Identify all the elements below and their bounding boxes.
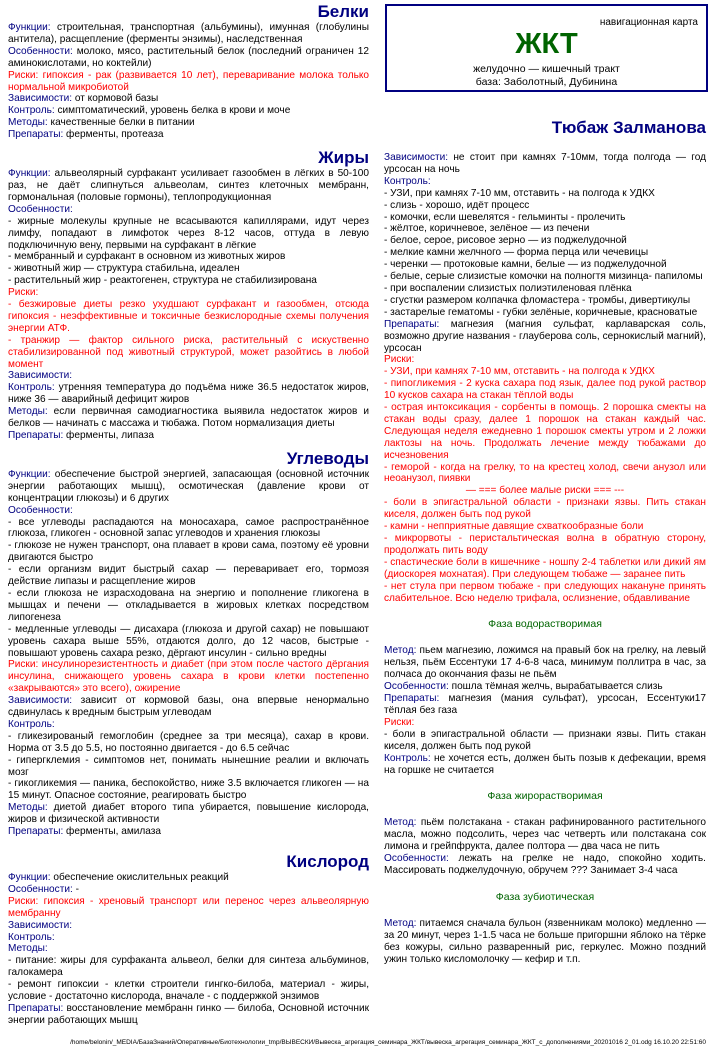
preps-label: Препараты: [8,430,64,441]
list-item: - белые, серые слизистые комочки на полногтя мизинца- папиломы [384,271,703,283]
list-item: - жирные молекулы крупные не всасываются капиллярами, идут через лимфу, попадают в лимфоток через 8-12 часов, оттуда в левую подключичную вену, первыми на сурфакант в лёгкие [8,215,369,251]
preps-text: ферменты, протеаза [63,129,164,141]
deps-label: Зависимости: [8,695,73,707]
nav-subtitle: желудочно — кишечный тракт [473,63,620,75]
features-label: Особенности: [384,853,449,865]
list-item: - черенки — протоковые камни, белые — из поджелудочной [384,259,667,271]
methods-label: Методы: [8,406,48,418]
section-carbs [8,449,369,838]
left-column [8,0,369,1027]
functions-label: Функции: [8,872,51,883]
section-exit-phase [384,891,706,966]
list-item: - мелкие камни желчного — форма перца или чечевицы [384,247,649,259]
functions-text: строительная, транспортная (альбумины), имунная (глобулины антитела), расщепление (ферменты энзимы), наследственная [8,22,369,45]
control-text: утренняя температура до подъёма ниже 36.5 недостаток жиров, ниже 36 — аварийный дефицит жиров [8,382,369,406]
preps-text: ферменты, амилаза [63,826,162,838]
risk-item: - пипогликемия - 2 куска сахара под язык, далее под рукой раствор 10 кусков сахара на стакан тёплой воды [384,378,706,402]
list-item: - гикогликемия — паника, беспокойство, ниже 3.5 включается гликоген — на 15 минут. Опасное состояние, реагировать быстро [8,778,369,802]
list-item: - застарелые гематомы - губки зелёные, коричневые, красноватые [384,306,698,318]
method-label: Метод: [384,917,417,929]
section-title: Кислород [286,852,369,871]
features-label: Особенности: [8,203,73,215]
preps-label: Препараты: [384,318,440,330]
list-item: - если глюкоза не израсходована на энергию и пополнение гликогена в мышцах и печени — откладывается в жировых клетках посредством липогенеза [8,587,369,623]
list-item: - гипергклемия - симптомов нет, понимать нынешние реалии и включать мозг [8,754,369,778]
phase-title: Фаза зубиотическая [495,890,595,903]
nav-title: ЖКТ [515,28,578,60]
functions-text: обеспечение быстрой энергией, запасающая (основной источник энергии работающих мышц), осмотическая (давление крови от концентрации глюкозы) и 6 других [8,468,369,504]
risks-label: Риски: [384,716,415,728]
section-title: Тюбаж Залманова [551,118,706,137]
section-oxygen [8,852,369,1027]
risk-item: - острая интоксикация - сорбенты в помощь. 2 порошка смекты на стакан воды сразу, далее 1 порошок на стакан каждый час. Следующая неделя ежедневно 1 порошок смекты утром и 2 ложки лактозы на ночь. Продолжать лечение между тюбажами до исчезновения [384,402,706,461]
file-path-footer: /home/belonin/_MEDIA/БазаЗнаний/Оперативные/Биотехнологии_tmp/ВЫВЕСКИ/Вывеска_агрегация_семинара_ЖКТ/вывеска_агрегация_семинара_ЖКТ_с_дополнениями_20201016 2_01.odg 16.10.20 22:51:60 [70,1039,706,1046]
control-label: Контроль: [8,931,55,943]
minor-risks-divider: — === более малые риски === --- [465,485,625,497]
deps-label: Зависимости: [8,919,73,931]
list-item: - все углеводы распадаются на моносахара, самое распространённое глюкоза, гликоген - основной запас углеводов и хранения глюкозы [8,516,369,540]
risk-item: - нет стула при первом тюбаже - при следующих накануне принять слабительное. Всю неделю трифала, ослизнение, обдавливание [384,580,706,604]
method-label: Метод: [384,817,417,829]
preps-text: магнезия (магния сульфат, карлаварская соль, возможно другие названия - глауберова соль, сернокислый магний), урсосан [384,318,706,354]
control-label: Контроль: [8,105,55,117]
list-item: - при воспалении слизистых полиэтиленовая плёнка [384,282,632,294]
list-item: - жёлтое, коричневое, зелёное — из печени [384,223,590,235]
control-label: Контроль: [8,382,55,394]
risk-item: - боли в эпигастральной области — признаки язвы. Пить стакан киселя, должен быть под рукой [384,728,706,752]
nav-base: база: Заболотный, Дубинина [475,76,618,88]
section-title: Белки [317,2,369,21]
right-column [384,118,706,966]
risk-item: - безжировые диеты резко ухудшают сурфакант и газообмен, отсюда гипоксия - неэффективные и токсичные безкислородные схемы получения энергии АТФ. [8,299,369,334]
methods-label: Методы: [8,943,48,955]
risks-text: Риски: инсулинорезистентность и диабет (при этом после частого дёргания инсулина, снижающего уровень сахара в крови клетки постепенно «закрываются» это всего), ожирение [8,659,369,695]
list-item: - ремонт гипоксии - клетки строители гингко-билоба, материал - жиры, условие - достаточно кислорода, вначале - с поддержкой энзимов [8,979,369,1003]
risk-item: - камни - непприятные давящие схваткообразные боли [384,521,644,533]
list-item: - гликезированый гемоглобин (среднее за три месяца), сахар в крови. Норма от 3.5 до 5.5, но постоянно двигается - до 6.5 сейчас [8,730,369,754]
method-label: Метод: [384,645,417,657]
list-item: - животный жир — структура стабильна, идеален [8,263,240,275]
method-text: пьем магнезию, ложимся на правый бок на грелку, на левый нельзя, пьём Ессентуки 17 4-6-8 часа, минимум поллитра в час, за полчаса до окончания фазы не пьём [384,645,706,681]
methods-text: диетой диабет второго типа убирается, повышение кислорода, жиров и физической активности [8,802,369,826]
risks-label: Риски: [384,354,415,366]
risk-item: - боли в эпигастральной области - признаки язвы. Пить стакан киселя, должен быть под рукой [384,497,706,521]
section-fat-phase [384,790,706,877]
list-item: - медленные углеводы — дисахара (глюкоза и другой сахар) не повышают уровень сахара выше 55%, отдаются долго, до 12 часов, быстрые - повышают уровень сахара резко, дёргают инсулин - сильно вредны [8,623,369,659]
risk-item: - геморой - когда на грелку, то на крестец холод, свечи анузол или неоанузол, пиявки [384,461,706,485]
list-item: - УЗИ, при камнях 7-10 мм, отставить - на полгода к УДКХ [384,187,655,199]
list-item: - питание: жиры для сурфаканта альвеол, белки для синтеза альбуминов, галокамера [8,955,369,979]
features-label: Особенности: [8,504,73,516]
control-text: симптоматический, уровень белка в крови и моче [54,105,291,117]
functions-label: Функции: [8,168,51,180]
list-item: - слизь - хорошо, идёт процесс [384,199,530,211]
control-label: Контроль: [8,718,55,730]
features-label: Особенности: [384,681,449,693]
method-text: питаемся сначала бульон (язвенникам молоко) медленно — за 20 минут, через 1-1.5 часа не больше пригоршни яблоко на тёрке без кожуры, сильно разваренный рис, геркулес. Можно поздний ужин только кисломолочку — кефир и т.п. [384,917,706,965]
features-label: Особенности: [8,883,73,895]
risk-item: - микрорвоты - перистальтическая волна в обратную сторону, продолжать пить воду [384,533,706,556]
features-label: Особенности: [8,45,73,57]
preps-text: восстановление мембранн гинко — билоба, Основной источник энергии работающих мышц [8,1002,369,1026]
deps-text: от кормовой базы [72,93,159,105]
deps-label: Зависимости: [8,93,73,105]
preps-label: Препараты: [8,1002,64,1014]
list-item: - белое, серое, рисовое зерно — из поджелудочной [384,235,627,247]
methods-label: Методы: [8,802,48,814]
risk-item: - УЗИ, при камнях 7-10 мм, отставить - на полгода к УДКХ [384,366,655,378]
methods-text: качественные белки в питании [47,117,195,129]
phase-title: Фаза водорастворимая [488,618,602,631]
preps-label: Препараты: [384,693,440,705]
deps-label: Зависимости: [384,152,449,163]
deps-text: зависит от кормовой базы, она впервые ненормально сдвинулась к вредным быстрым углеводам [8,695,369,719]
control-text: не хочется есть, должен быть позыв к дефекации, время на горшке не считается [384,752,706,776]
functions-text: альвеолярный сурфакант усиливает газообмен в лёгких в 50-100 раз, не даёт слипнуться альвеолам, синтез клеточных мембранн, гормональная (половые гормоны), теплопродукционная [8,168,369,203]
section-title: Жиры [318,148,369,168]
features-text: пошла тёмная желчь, вырабатывается слизь [448,681,663,693]
methods-text: если первичная самодиагностика выявила недостаток жиров и белков — начинать с массажа и тюбажа. Потом нормализация диеты [8,406,369,430]
list-item: - комочки, если шевелятся - гельминты - пролечить [384,211,626,223]
risk-item: - спастические боли в кишечнике - ношпу 2-4 таблетки или дикий ям (диоскорея мохнатая). При следующем тюбаже — заранее пить [384,556,706,580]
control-label: Контроль: [384,752,431,764]
functions-label: Функции: [8,22,51,33]
methods-label: Методы: [8,117,48,129]
method-text: пьём полстакана - стакан рафинированного растительного масла, можно подсолить, через час четверть или полстакана сок лимона и грейпфрукта, далее полтора — два часа не пить [384,817,706,853]
functions-label: Функции: [8,468,51,480]
section-title: Углеводы [286,448,369,468]
control-label: Контроль: [384,175,431,187]
preps-text: магнезия (мания сульфат), урсосан, Ессентуки17 тёплая без газа [384,693,706,716]
list-item: - растительный жир - реактогенен, структура не стабилизирована [8,275,317,287]
features-text: - [72,883,79,895]
section-tubage [384,118,706,604]
preps-label: Препараты: [8,129,64,141]
risk-item: - транжир — фактор сильного риска, растительный с искуственно стабилизированной под животный структурой, может разойтись в любой момент [8,334,369,370]
phase-title: Фаза жирорастворимая [487,790,603,803]
preps-text: ферменты, липаза [63,430,154,441]
features-text: молоко, мясо, растительный белок (последний ограничен 12 аминокислотами, но коктейли) [8,45,369,69]
preps-label: Препараты: [8,826,64,838]
deps-label: Зависимости: [8,370,73,382]
risks-text: Риски: гипоксия - хреновый транспорт или перенос через альвеолярную мембранну [8,895,369,919]
list-item: - глюкозе не нужен транспорт, она плавает в крови сама, поэтому её уровни двигаются быстро [8,540,369,564]
risks-label: Риски: [8,287,39,299]
features-text: лежать на грелке не надо, спокойно ходить. Массировать поджелудочную, обручем ??? Занимает 3-4 часа [384,853,706,877]
functions-text: обеспечение окислительных реакций [50,872,229,883]
section-water-phase [384,618,706,776]
navigation-card [385,4,708,92]
section-fats [8,148,369,442]
risks-text: Риски: гипоксия - рак (развивается 10 лет), переваривание молока только нормальной микробиотой [8,69,369,93]
nav-caption: навигационная карта [599,17,698,28]
section-proteins [8,2,369,141]
list-item: - мембранный и сурфакант в основном из животных жиров [8,251,286,263]
deps-text: не стоит при камнях 7-10мм, тогда полгода — год урсосан на ночь [384,152,706,175]
list-item: - если организм видит быстрый сахар — переваривает его, тормозя действие липазы и расщепление жиров [8,564,369,588]
list-item: - сгустки размером колпачка фломастера - тромбы, дивертикулы [384,294,691,306]
